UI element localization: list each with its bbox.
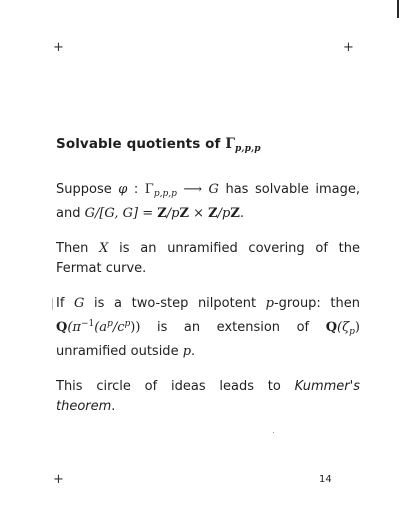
page-edge-line: [397, 0, 399, 18]
math-p: p: [182, 344, 192, 359]
math-subscript: p: [349, 327, 355, 337]
math-times: ×: [188, 206, 209, 221]
math-Z: Z: [230, 206, 240, 221]
math-phi: φ: [118, 182, 128, 197]
math-expr: /c: [112, 320, 125, 335]
math-Z: Z: [157, 206, 167, 221]
crop-mark-bottom-left: +: [53, 472, 64, 487]
math-expr: (π: [67, 320, 81, 335]
page-number: 14: [319, 474, 332, 485]
title-subscript: p,p,p: [235, 144, 261, 154]
math-Z: Z: [179, 206, 189, 221]
text-run: :: [127, 182, 145, 197]
text-run: .: [191, 344, 196, 359]
math-p: p: [265, 296, 274, 311]
math-Q: Q: [56, 320, 68, 335]
text-run: is a two-step nilpotent: [84, 296, 266, 311]
math-X: X: [99, 241, 109, 256]
math-gamma: Γ: [144, 182, 154, 197]
scan-speck: [273, 432, 274, 433]
text-run: has solvable image, and: [56, 182, 360, 221]
crop-mark-top-left: +: [53, 40, 64, 55]
math-Q: Q: [325, 320, 338, 335]
crop-mark-top-right: +: [343, 40, 354, 55]
text-run: .: [111, 399, 116, 414]
math-slash-p: /p: [217, 206, 231, 221]
math-superscript: p: [107, 319, 113, 329]
math-quotient: G/[G, G] =: [84, 206, 158, 221]
title-text: Solvable quotients of: [56, 136, 226, 152]
paragraph-circle-of-ideas: [56, 377, 360, 417]
math-G: G: [74, 296, 85, 311]
math-G: G: [208, 182, 219, 197]
math-expr: ): [354, 320, 360, 335]
slide-title: [56, 135, 360, 158]
math-superscript: −1: [80, 319, 95, 329]
text-run: If: [56, 296, 75, 311]
math-arrow: ⟶: [176, 182, 209, 197]
math-subscript: p,p,p: [153, 189, 177, 199]
paragraph-suppose: [56, 180, 360, 224]
kummers-theorem-emphasis: Kummer's theorem: [56, 379, 360, 414]
paragraph-if: [56, 294, 360, 362]
text-run: Suppose: [56, 182, 119, 197]
text-run: -group: then: [273, 296, 360, 311]
text-run: is an extension of: [140, 320, 326, 335]
text-run: Then: [56, 241, 100, 256]
text-run: is an unramified covering of the Fermat curve.: [56, 241, 360, 276]
math-expr: )): [130, 320, 141, 335]
math-expr: (ζ: [337, 320, 350, 335]
text-run: .: [239, 206, 244, 221]
math-Z: Z: [208, 206, 218, 221]
text-run: This circle of ideas leads to: [56, 379, 295, 394]
math-superscript: p: [124, 319, 131, 329]
slide-content: [56, 135, 360, 432]
title-gamma: Γ: [225, 136, 236, 152]
paragraph-then: [56, 239, 360, 279]
text-run: unramified outside: [56, 344, 183, 359]
math-slash-p: /p: [166, 206, 180, 221]
math-expr: (a: [94, 320, 108, 335]
